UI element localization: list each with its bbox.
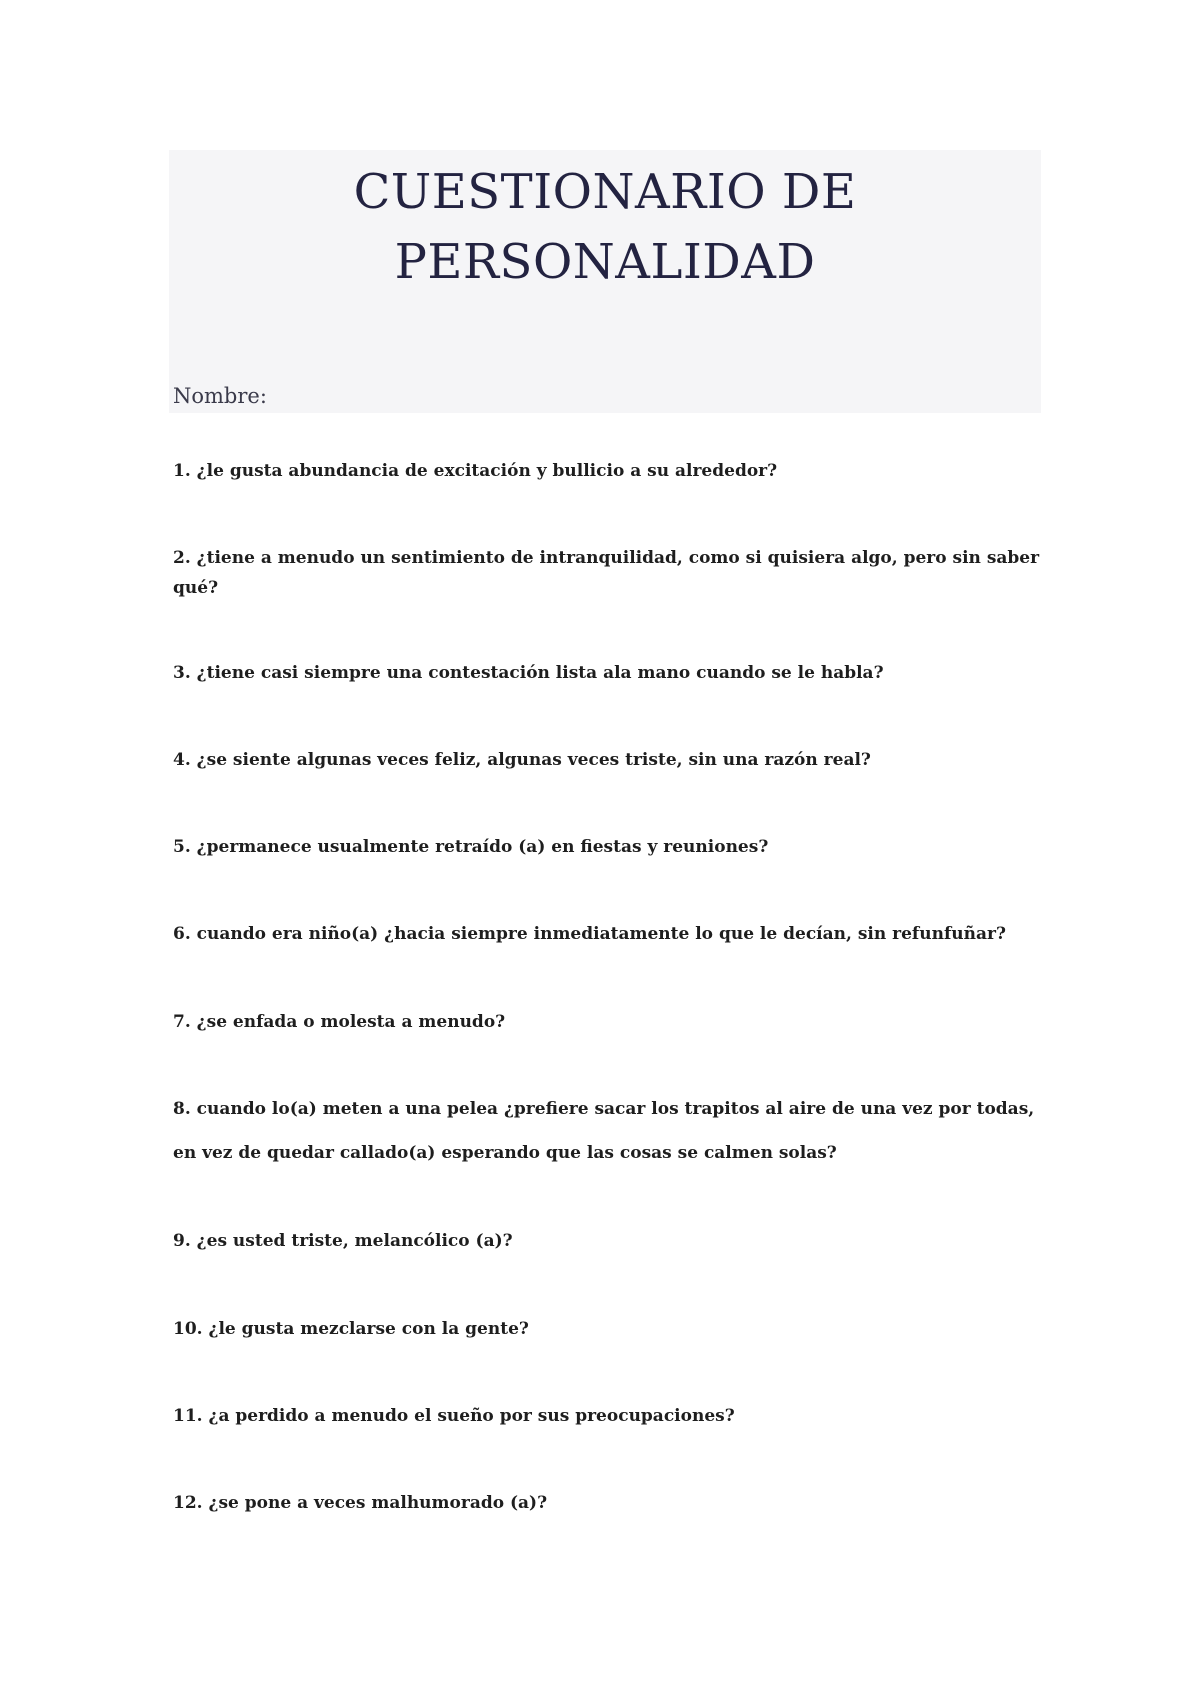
page-title: [169, 150, 1041, 297]
question-12: 12. ¿se pone a veces malhumorado (a)?: [173, 1493, 548, 1513]
title-block: [169, 150, 1041, 413]
question-8: 8. cuando lo(a) meten a una pelea ¿prefiere sacar los trapitos al aire de una vez por todas, en vez de quedar callado(a) esperando que las cosas se calmen solas?: [173, 1099, 1035, 1163]
question-9: 9. ¿es usted triste, melancólico (a)?: [173, 1231, 513, 1251]
question-1: 1. ¿le gusta abundancia de excitación y bullicio a su alrededor?: [173, 461, 778, 481]
question-7: 7. ¿se enfada o molesta a menudo?: [173, 1012, 506, 1032]
title-line-1: CUESTIONARIO DE: [353, 164, 857, 220]
question-4: 4. ¿se siente algunas veces feliz, algunas veces triste, sin una razón real?: [173, 750, 871, 770]
question-11: 11. ¿a perdido a menudo el sueño por sus preocupaciones?: [173, 1406, 735, 1426]
question-2: 2. ¿tiene a menudo un sentimiento de intranquilidad, como si quisiera algo, pero sin saber qué?: [173, 548, 1040, 598]
question-10: 10. ¿le gusta mezclarse con la gente?: [173, 1319, 529, 1339]
name-field-label: Nombre:: [173, 384, 267, 408]
question-6: 6. cuando era niño(a) ¿hacia siempre inmediatamente lo que le decían, sin refunfuñar?: [173, 924, 1006, 944]
title-line-2: PERSONALIDAD: [394, 234, 816, 290]
question-3: 3. ¿tiene casi siempre una contestación lista ala mano cuando se le habla?: [173, 663, 884, 683]
question-5: 5. ¿permanece usualmente retraído (a) en fiestas y reuniones?: [173, 837, 769, 857]
